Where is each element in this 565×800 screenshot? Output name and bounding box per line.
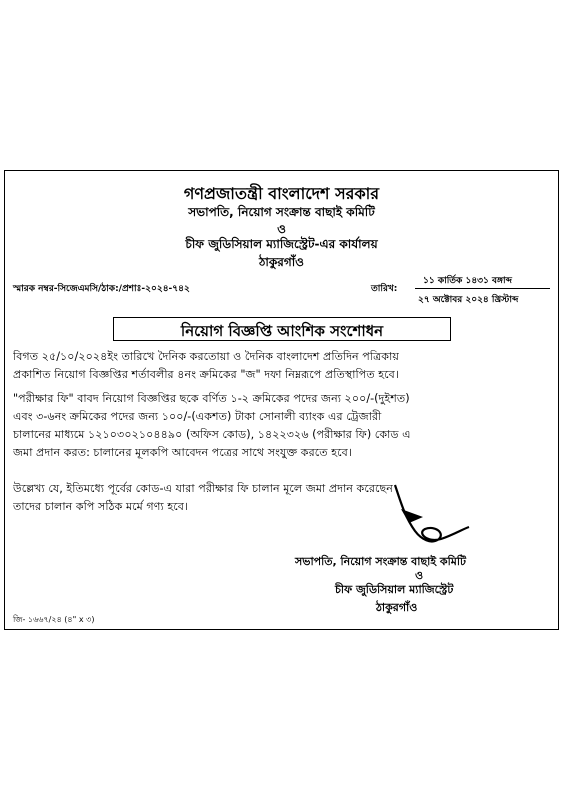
- paragraph-1: [13, 348, 553, 384]
- paragraph-line: চালানের মাধ্যমে ১২১০৩০২১০৪৪৯০ (অফিস কোড), ১৪২২৩২৬ (পরীক্ষার ফি) কোড এ: [13, 428, 411, 441]
- government-heading: গণপ্রজাতন্ত্রী বাংলাদেশ সরকার: [183, 184, 380, 203]
- signatory-conjunction: ও: [415, 569, 424, 582]
- date-label: তারিখ:: [371, 284, 398, 294]
- location-heading: ঠাকুরগাঁও: [258, 255, 305, 269]
- paragraph-line: জমা প্রদান করত: চালানের মূলকপি আবেদন পত্রের সাথে সংযুক্ত করতে হবে।: [13, 446, 352, 459]
- paragraph-2: [13, 390, 553, 462]
- signatory-title: সভাপতি, নিয়োগ সংক্রান্ত বাছাই কমিটি: [295, 555, 466, 568]
- signatory-location: ঠাকুরগাঁও: [376, 601, 418, 614]
- paragraph-line: "পরীক্ষার ফি" বাবদ নিয়োগ বিজ্ঞপ্তির ছকে বর্ণিত ১-২ ক্রমিকের পদের জন্য ২০০/-(দুইশত): [13, 392, 410, 405]
- notice-title-box: [113, 317, 451, 341]
- heading-conjunction: ও: [277, 222, 286, 236]
- memo-number: স্মারক নম্বর-সিজেএমসি/ঠাক:/প্রশাঃ-২০২৪-৭৪২: [13, 284, 190, 294]
- date-divider: [415, 288, 550, 289]
- committee-heading: সভাপতি, নিয়োগ সংক্রান্ত বাছাই কমিটি: [188, 205, 375, 219]
- office-heading: চীফ জুডিসিয়াল ম্যাজিস্ট্রেট-এর কার্যালয়: [185, 237, 378, 251]
- date-bengali: ১১ কার্তিক ১৪৩১ বঙ্গাব্দ: [423, 276, 512, 286]
- paragraph-line: এবং ৩-৬নং ক্রমিকের পদের জন্য ১০০/-(একশত) টাকা সোনালী ব্যাংক এর ট্রেজারী: [13, 410, 382, 423]
- handwritten-signature: [365, 473, 475, 553]
- notice-title: নিয়োগ বিজ্ঞপ্তি আংশিক সংশোধন: [180, 322, 384, 340]
- paragraph-line: উল্লেখ্য যে, ইতিমধ্যে পূর্বের কোড-এ যারা পরীক্ষার ফি চালান মূলে জমা প্রদান করেছেন: [13, 482, 393, 495]
- paragraph-line: প্রকাশিত নিয়োগ বিজ্ঞপ্তির শর্তাবলীর ৪নং ক্রমিকের "জ" দফা নিম্নরূপে প্রতিস্থাপিত হবে।: [13, 368, 399, 381]
- date-gregorian: ২৭ অক্টোবর ২০২৪ খ্রিস্টাব্দ: [418, 295, 519, 305]
- signatory-designation: চীফ জুডিসিয়াল ম্যাজিস্ট্রেট: [335, 583, 454, 596]
- paragraph-line: তাদের চালান কপি সঠিক মর্মে গণ্য হবে।: [13, 500, 188, 513]
- print-code: জি- ১৬৬৭/২৪ (৪" x ৩): [13, 615, 95, 624]
- notice-advertisement: [4, 170, 559, 630]
- paragraph-line: বিগত ২৫/১০/২০২৪ইং তারিখে দৈনিক করতোয়া ও দৈনিক বাংলাদেশ প্রতিদিন পত্রিকায়: [13, 350, 399, 363]
